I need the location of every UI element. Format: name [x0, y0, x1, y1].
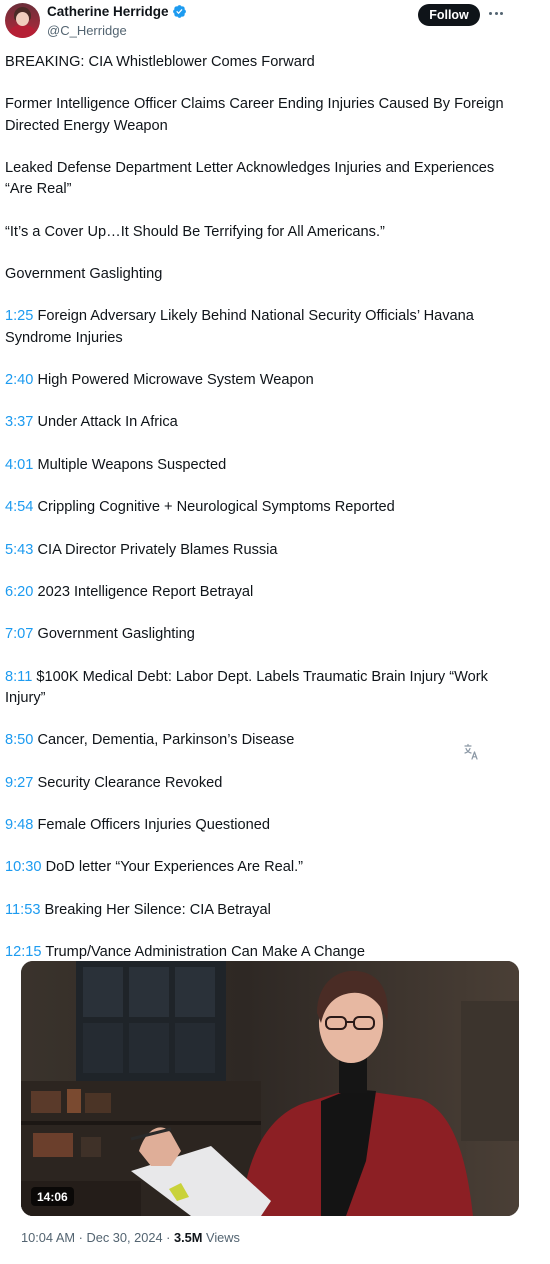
chapter-title: Female Officers Injuries Questioned: [37, 817, 270, 834]
meta-separator: ·: [166, 1230, 171, 1245]
chapter-timestamp-link[interactable]: 11:53: [5, 901, 41, 918]
chapter-title: Breaking Her Silence: CIA Betrayal: [44, 901, 271, 918]
chapter-item: [5, 582, 515, 603]
chapter-item: [5, 624, 515, 645]
video-player[interactable]: [21, 961, 519, 1216]
tweet-date[interactable]: Dec 30, 2024: [86, 1230, 163, 1245]
chapter-item: [5, 815, 515, 836]
tweet-paragraph: “It’s a Cover Up…It Should Be Terrifying for All Americans.”: [5, 223, 385, 240]
chapter-timestamp-link[interactable]: 9:48: [5, 817, 34, 834]
chapter-title: Trump/Vance Administration Can Make A Change: [45, 944, 365, 961]
chapter-timestamp-link[interactable]: 12:15: [5, 944, 42, 961]
chapter-timestamp-link[interactable]: 8:50: [5, 732, 34, 749]
chapter-timestamp-link[interactable]: 3:37: [5, 414, 34, 431]
chapter-item: [5, 730, 515, 751]
chapter-item: [5, 857, 515, 878]
chapter-item: [5, 497, 515, 518]
chapter-title: High Powered Microwave System Weapon: [37, 371, 314, 388]
chapter-item: [5, 455, 515, 476]
chapter-item: [5, 773, 515, 794]
chapter-title: Cancer, Dementia, Parkinson’s Disease: [37, 732, 295, 749]
chapter-title: DoD letter “Your Experiences Are Real.”: [45, 859, 303, 876]
chapter-title: Crippling Cognitive + Neurological Symptoms Reported: [37, 499, 395, 516]
chapter-timestamp-link[interactable]: 10:30: [5, 859, 42, 876]
chapter-title: 2023 Intelligence Report Betrayal: [37, 583, 254, 600]
chapter-title: $100K Medical Debt: Labor Dept. Labels Traumatic Brain Injury “Work Injury”: [5, 668, 488, 706]
chapter-timestamp-link[interactable]: 1:25: [5, 308, 34, 325]
chapter-item: [5, 667, 515, 709]
more-horizontal-icon[interactable]: [487, 6, 505, 20]
chapter-item: [5, 370, 515, 391]
video-duration-badge: 14:06: [31, 1187, 74, 1206]
chapter-timestamp-link[interactable]: 5:43: [5, 541, 34, 558]
chapter-timestamp-link[interactable]: 9:27: [5, 774, 34, 791]
chapter-item: [5, 306, 515, 348]
chapter-title: CIA Director Privately Blames Russia: [37, 541, 278, 558]
chapter-title: Under Attack In Africa: [37, 414, 178, 431]
author-handle[interactable]: @C_Herridge: [47, 23, 127, 38]
tweet-text: [5, 52, 515, 985]
tweet-paragraph: Government Gaslighting: [5, 265, 163, 282]
chapter-timestamp-link[interactable]: 2:40: [5, 371, 34, 388]
avatar[interactable]: [5, 3, 40, 38]
author-name[interactable]: Catherine Herridge: [47, 4, 169, 19]
chapter-title: Security Clearance Revoked: [37, 774, 223, 791]
chapter-timestamp-link[interactable]: 4:54: [5, 499, 34, 516]
chapter-title: Foreign Adversary Likely Behind National Security Officials’ Havana Syndrome Injuries: [5, 308, 474, 346]
author-name-row: [47, 4, 187, 19]
chapter-item: [5, 900, 515, 921]
chapter-timestamp-link[interactable]: 6:20: [5, 583, 34, 600]
views-label: Views: [206, 1230, 240, 1245]
tweet-paragraph: BREAKING: CIA Whistleblower Comes Forward: [5, 54, 315, 70]
tweet-time[interactable]: 10:04 AM: [21, 1230, 76, 1245]
chapter-title: Government Gaslighting: [37, 626, 195, 643]
follow-button[interactable]: Follow: [418, 4, 480, 26]
chapter-timestamp-link[interactable]: 4:01: [5, 456, 34, 473]
tweet-paragraph: Leaked Defense Department Letter Acknowledges Injuries and Experiences “Are Real”: [5, 159, 495, 198]
tweet-paragraph: Former Intelligence Officer Claims Career Ending Injuries Caused By Foreign Directed Energy Weapon: [5, 96, 504, 134]
meta-separator: ·: [78, 1230, 83, 1245]
views-count[interactable]: 3.5M: [174, 1230, 203, 1245]
translate-icon[interactable]: [462, 743, 480, 761]
video-thumbnail: [21, 961, 519, 1216]
verified-badge-icon: [172, 4, 187, 19]
tweet-meta: [21, 1230, 240, 1245]
chapter-item: [5, 412, 515, 433]
chapter-title: Multiple Weapons Suspected: [37, 456, 227, 473]
chapter-item: [5, 540, 515, 561]
chapter-timestamp-link[interactable]: 8:11: [5, 668, 33, 685]
chapter-timestamp-link[interactable]: 7:07: [5, 626, 34, 643]
tweet-header: [0, 0, 550, 44]
